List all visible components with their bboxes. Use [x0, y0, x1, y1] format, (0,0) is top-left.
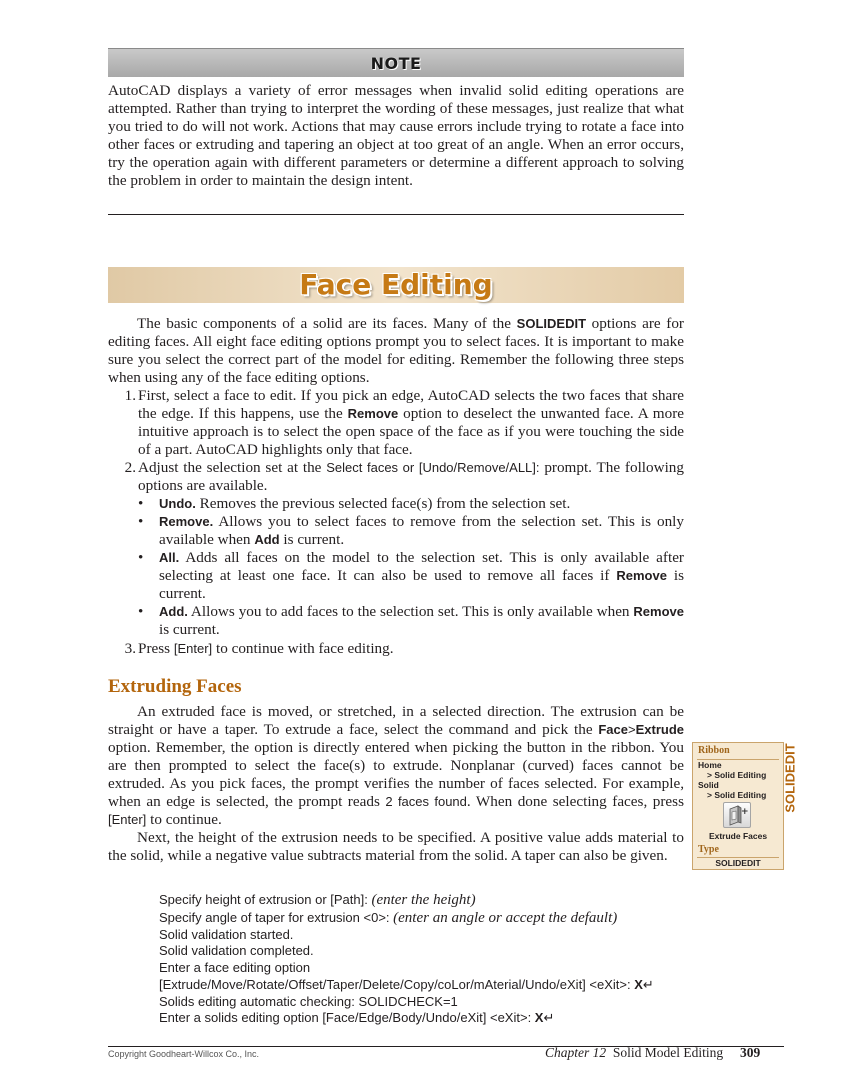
- note-header-bar: [108, 48, 684, 77]
- extruding-text-b: option. Remember, the option is directly entered when picking the button in the ribbon. You are then prompted to select the face(s) to extrude. Nonplanar (curved) faces cannot be extruded. As you pick faces, the prompt verifies the number of faces selected. For example, when an edge is selected, the prompt reads: [108, 739, 684, 810]
- command-line-1: [159, 891, 476, 909]
- menu-separator: >: [628, 722, 636, 737]
- copyright-text: Copyright Goodheart-Willcox Co., Inc.: [108, 1049, 260, 1059]
- step-1-number: 1.: [124, 387, 136, 404]
- running-footer: [545, 1045, 760, 1061]
- page-number: 309: [740, 1045, 761, 1060]
- command-line-8-input: X: [534, 1010, 544, 1025]
- bullet-dot-undo: •: [138, 495, 144, 512]
- command-line-8-text: Enter a solids editing option [Face/Edge/Body/Undo/eXit] <eXit>:: [159, 1010, 535, 1025]
- remove-option-keyword: Remove.: [159, 514, 214, 529]
- bullet-all: [159, 549, 684, 603]
- section-title: Face Editing: [299, 268, 493, 301]
- command-line-1-text: Specify height of extrusion or [Path]:: [159, 892, 372, 907]
- type-command: SOLIDEDIT: [715, 858, 761, 868]
- add-keyword: Add: [254, 532, 280, 547]
- step-3-text-b: to continue with face editing.: [212, 640, 394, 657]
- step-1-text-a: First, select a face to edit. If you pick an edge, AutoCAD selects the two faces that share the edge. If this happens, use the: [138, 387, 684, 422]
- step-2-text-b: prompt. The following options are available.: [138, 459, 684, 494]
- ribbon-solid-panel: > Solid Editing: [707, 790, 767, 800]
- remove-keyword-3: Remove: [633, 604, 684, 619]
- intro-text-2: options are for editing faces. All eight face editing options prompt you to select faces. It is important to make sure you select the correct part of the model for editing. Remember the following three steps when using any of the face editing options.: [108, 315, 684, 386]
- all-text: Adds all faces on the model to the selection set. This is only available after selecting at least one face. It can also be used to remove all faces if: [159, 549, 684, 584]
- extruding-text-a: An extruded face is moved, or stretched, in a selected direction. The extrusion can be straight or have a taper. To extrude a face, select the command and pick the: [108, 703, 684, 738]
- extrude-keyword: Extrude: [635, 722, 684, 737]
- chapter-title: Solid Model Editing: [612, 1045, 724, 1060]
- extruding-paragraph-1: [108, 703, 684, 829]
- extrude-faces-icon: [724, 803, 750, 827]
- face-keyword: Face: [598, 722, 628, 737]
- extruding-text-d: to continue.: [146, 811, 222, 828]
- command-line-2-input: (enter an angle or accept the default): [393, 910, 618, 926]
- solidedit-keyword: SOLIDEDIT: [516, 316, 587, 331]
- command-line-6: [159, 976, 654, 993]
- step-1-text-b: option to deselect the unwanted face. A more intuitive approach is to select the open space of the face as if you were touching the side of a part. AutoCAD highlights only that face.: [138, 405, 684, 458]
- note-divider: [108, 214, 684, 215]
- ribbon-header: Ribbon: [698, 745, 730, 756]
- step-3-number: 3.: [124, 640, 136, 657]
- svg-text:+: +: [741, 807, 749, 817]
- bullet-dot-add: •: [138, 603, 144, 620]
- ribbon-home-panel: > Solid Editing: [707, 770, 767, 780]
- step-2-text-a: Adjust the selection set at the: [138, 459, 327, 476]
- all-text-2: is current.: [159, 567, 684, 602]
- command-line-4: Solid validation completed.: [159, 943, 314, 958]
- type-header: Type: [698, 844, 719, 855]
- command-line-6-input: X: [634, 977, 643, 992]
- extruding-paragraph-2: Next, the height of the extrusion needs to be specified. A positive value adds material to the solid, while a negative value subtracts material from the solid. A taper can also be given.: [108, 829, 684, 864]
- bullet-remove: [159, 513, 684, 549]
- intro-paragraph: [108, 315, 684, 387]
- undo-keyword: Undo.: [159, 496, 196, 511]
- ribbon-solid-tab: Solid: [698, 780, 719, 790]
- remove-keyword: Remove: [347, 406, 399, 421]
- enter-key: [Enter]: [173, 641, 213, 656]
- remove-keyword-2: Remove: [616, 568, 667, 583]
- select-faces-prompt: Select faces or [Undo/Remove/ALL]:: [326, 460, 540, 475]
- bullet-undo: [159, 495, 684, 513]
- bullet-add: [159, 603, 684, 639]
- remove-text-2: is current.: [279, 531, 345, 548]
- command-line-2-text: Specify angle of taper for extrusion <0>:: [159, 910, 394, 925]
- command-line-6-text: [Extrude/Move/Rotate/Offset/Taper/Delete/Copy/coLor/mAterial/Undo/eXit] <eXit>:: [159, 977, 635, 992]
- all-keyword: All.: [159, 550, 180, 565]
- side-tab-label: [776, 736, 806, 820]
- bullet-dot-all: •: [138, 549, 144, 566]
- add-text: Allows you to add faces to the selection set. This is only available when: [187, 603, 634, 620]
- step-3-text-a: Press: [138, 640, 174, 657]
- add-text-2: is current.: [159, 621, 220, 638]
- extrude-faces-label: Extrude Faces: [708, 831, 768, 841]
- enter-symbol-icon: ↵: [642, 977, 654, 992]
- chapter-label: Chapter 12: [545, 1045, 607, 1060]
- bullet-dot-remove: •: [138, 513, 144, 530]
- command-line-5: Enter a face editing option: [159, 960, 311, 975]
- command-line-8: [159, 1009, 554, 1026]
- extruding-faces-heading: Extruding Faces: [108, 676, 242, 697]
- step-2-text: [138, 459, 684, 495]
- note-title: NOTE: [370, 54, 422, 73]
- side-tab-text: SOLIDEDIT: [782, 743, 798, 813]
- extruding-text-c: . When done selecting faces, press: [466, 793, 684, 810]
- undo-text: Removes the previous selected face(s) from the selection set.: [195, 495, 571, 512]
- enter-key-2: [Enter]: [108, 812, 147, 827]
- ribbon-reference-box: [692, 742, 784, 870]
- enter-symbol-icon-2: ↵: [543, 1010, 555, 1025]
- faces-found-prompt: 2 faces found: [385, 794, 467, 809]
- command-line-7: Solids editing automatic checking: SOLIDCHECK=1: [159, 994, 458, 1009]
- add-option-keyword: Add.: [159, 604, 188, 619]
- command-line-1-input: (enter the height): [371, 892, 476, 908]
- step-2-number: 2.: [124, 459, 136, 476]
- extrude-faces-button[interactable]: [723, 802, 751, 828]
- command-line-2: [159, 909, 617, 927]
- command-line-3: Solid validation started.: [159, 927, 294, 942]
- step-3-text: [138, 640, 684, 658]
- ribbon-home-tab: Home: [698, 760, 722, 770]
- remove-text: Allows you to select faces to remove from the selection set. This is only available when: [159, 513, 684, 548]
- section-header-bar: [108, 267, 684, 303]
- note-text: AutoCAD displays a variety of error messages when invalid solid editing operations are attempted. Rather than trying to interpret the wording of these messages, just realize that what you tried to do will not work. Actions that may cause errors include trying to rotate a face into other faces or extruding and tapering an object at too great of an angle. When an error occurs, try the operation again with different parameters or determine a different approach to solving the problem in order to maintain the design intent.: [108, 82, 684, 189]
- step-1-text: [138, 387, 684, 459]
- intro-text-1: The basic components of a solid are its faces. Many of the: [137, 315, 517, 332]
